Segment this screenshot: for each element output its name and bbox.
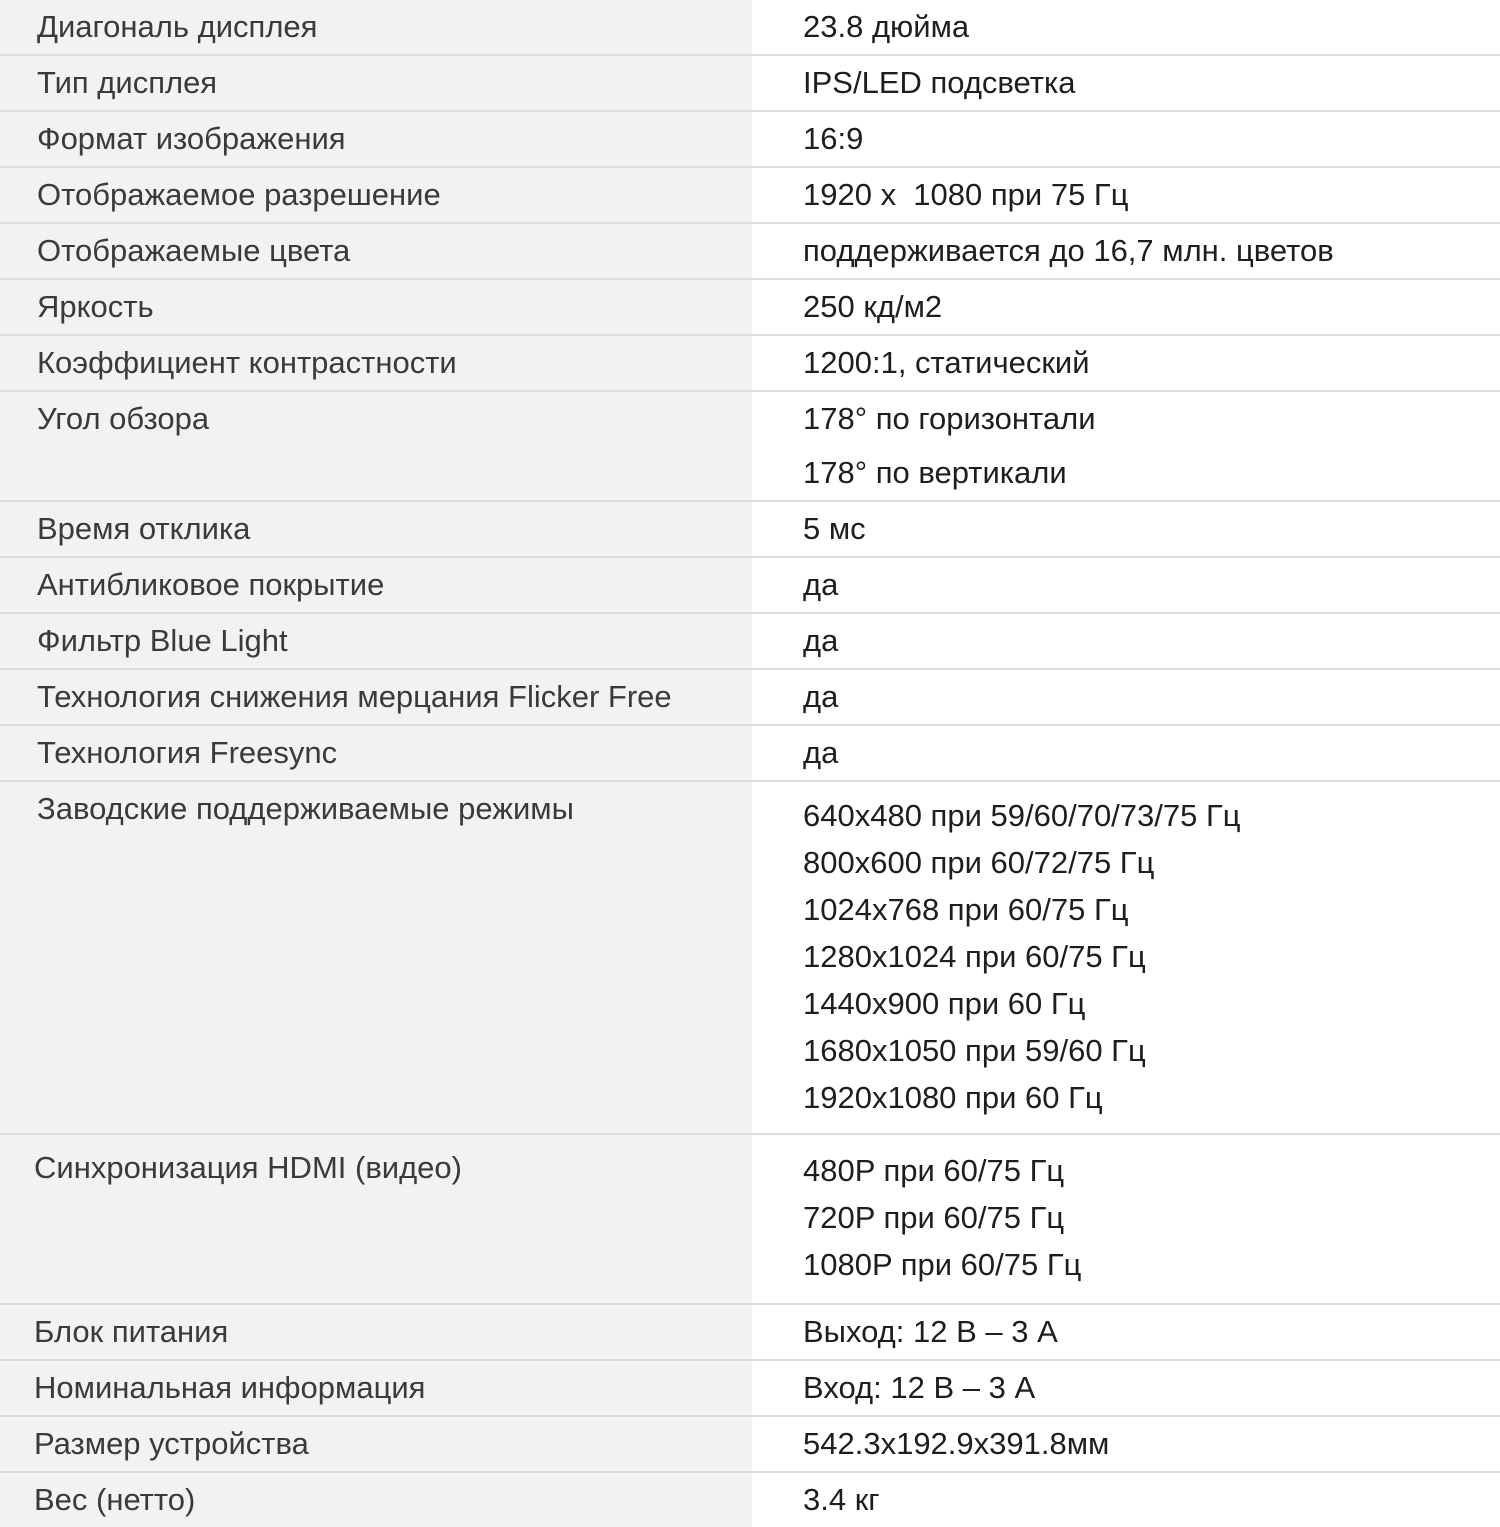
spec-value-line: да bbox=[803, 567, 839, 602]
spec-value bbox=[752, 726, 1500, 780]
spec-label: Заводские поддерживаемые режимы bbox=[0, 782, 752, 1133]
spec-value-line: 178° по вертикали bbox=[803, 455, 1067, 490]
spec-value-line: IPS/LED подсветка bbox=[803, 65, 1076, 100]
spec-value-line: 1024x768 при 60/75 Гц bbox=[803, 892, 1129, 927]
spec-row-power-supply bbox=[0, 1305, 1500, 1361]
spec-value-line: 1920x1080 при 60 Гц bbox=[803, 1080, 1103, 1115]
spec-row-contrast bbox=[0, 336, 1500, 392]
spec-value bbox=[752, 782, 1500, 1133]
spec-value bbox=[752, 614, 1500, 668]
spec-value bbox=[752, 56, 1500, 110]
spec-row-viewing-angle bbox=[0, 392, 1500, 502]
spec-label: Синхронизация HDMI (видео) bbox=[0, 1135, 752, 1303]
spec-value-line: да bbox=[803, 735, 839, 770]
spec-label: Отображаемое разрешение bbox=[0, 168, 752, 222]
spec-row-flicker-free bbox=[0, 670, 1500, 726]
spec-value-line: 1280x1024 при 60/75 Гц bbox=[803, 939, 1146, 974]
spec-value bbox=[752, 336, 1500, 390]
spec-value-line: Выход: 12 В – 3 А bbox=[803, 1314, 1058, 1349]
spec-value-line: 16:9 bbox=[803, 121, 864, 156]
spec-row-display-type bbox=[0, 56, 1500, 112]
spec-label: Яркость bbox=[0, 280, 752, 334]
spec-value-line: 1440x900 при 60 Гц bbox=[803, 986, 1086, 1021]
spec-label: Вес (нетто) bbox=[0, 1473, 752, 1527]
spec-value bbox=[752, 224, 1500, 278]
spec-value bbox=[752, 558, 1500, 612]
spec-label: Время отклика bbox=[0, 502, 752, 556]
spec-value-line: да bbox=[803, 679, 839, 714]
spec-row-colors bbox=[0, 224, 1500, 280]
spec-label: Размер устройства bbox=[0, 1417, 752, 1471]
spec-value-line: 250 кд/м2 bbox=[803, 289, 943, 324]
spec-row-weight bbox=[0, 1473, 1500, 1527]
spec-value bbox=[752, 112, 1500, 166]
spec-value bbox=[752, 280, 1500, 334]
spec-value bbox=[752, 502, 1500, 556]
spec-label: Технология снижения мерцания Flicker Free bbox=[0, 670, 752, 724]
spec-label: Отображаемые цвета bbox=[0, 224, 752, 278]
spec-label: Тип дисплея bbox=[0, 56, 752, 110]
spec-row-response-time bbox=[0, 502, 1500, 558]
spec-value-line: 1680x1050 при 59/60 Гц bbox=[803, 1033, 1146, 1068]
spec-value-line: 542.3x192.9x391.8мм bbox=[803, 1426, 1110, 1461]
spec-row-factory-modes bbox=[0, 782, 1500, 1135]
spec-row-hdmi-sync bbox=[0, 1135, 1500, 1305]
spec-value-line: 23.8 дюйма bbox=[803, 9, 970, 44]
spec-value-line: 1200:1, статический bbox=[803, 345, 1090, 380]
spec-row-brightness bbox=[0, 280, 1500, 336]
spec-label: Коэффициент контрастности bbox=[0, 336, 752, 390]
spec-value-line: 178° по горизонтали bbox=[803, 401, 1096, 436]
spec-value bbox=[752, 392, 1500, 500]
spec-value bbox=[752, 1417, 1500, 1471]
spec-value-line: 720P при 60/75 Гц bbox=[803, 1200, 1065, 1235]
spec-row-resolution bbox=[0, 168, 1500, 224]
spec-value-line: поддерживается до 16,7 млн. цветов bbox=[803, 233, 1334, 268]
spec-value-line: 1080P при 60/75 Гц bbox=[803, 1247, 1082, 1282]
spec-row-anti-glare bbox=[0, 558, 1500, 614]
spec-label: Технология Freesync bbox=[0, 726, 752, 780]
spec-label: Антибликовое покрытие bbox=[0, 558, 752, 612]
spec-value bbox=[752, 0, 1500, 54]
spec-row-dimensions bbox=[0, 1417, 1500, 1473]
spec-value-line: Вход: 12 В – 3 А bbox=[803, 1370, 1036, 1405]
spec-label: Диагональ дисплея bbox=[0, 0, 752, 54]
spec-value-line: да bbox=[803, 623, 839, 658]
spec-value bbox=[752, 1305, 1500, 1359]
spec-label: Номинальная информация bbox=[0, 1361, 752, 1415]
spec-value-line: 3.4 кг bbox=[803, 1482, 880, 1517]
spec-value-line: 800x600 при 60/72/75 Гц bbox=[803, 845, 1155, 880]
spec-label: Блок питания bbox=[0, 1305, 752, 1359]
spec-value bbox=[752, 1135, 1500, 1303]
spec-value-line: 640x480 при 59/60/70/73/75 Гц bbox=[803, 798, 1241, 833]
spec-label: Формат изображения bbox=[0, 112, 752, 166]
spec-row-rated-info bbox=[0, 1361, 1500, 1417]
spec-row-freesync bbox=[0, 726, 1500, 782]
spec-row-aspect-ratio bbox=[0, 112, 1500, 168]
spec-value bbox=[752, 1473, 1500, 1527]
spec-value bbox=[752, 670, 1500, 724]
spec-value bbox=[752, 168, 1500, 222]
spec-value-line: 480P при 60/75 Гц bbox=[803, 1153, 1065, 1188]
spec-value-line: 5 мс bbox=[803, 511, 866, 546]
spec-label: Угол обзора bbox=[0, 392, 752, 500]
spec-value-line: 1920 x 1080 при 75 Гц bbox=[803, 177, 1129, 212]
spec-label: Фильтр Blue Light bbox=[0, 614, 752, 668]
spec-value bbox=[752, 1361, 1500, 1415]
spec-row-diagonal bbox=[0, 0, 1500, 56]
spec-row-blue-light bbox=[0, 614, 1500, 670]
